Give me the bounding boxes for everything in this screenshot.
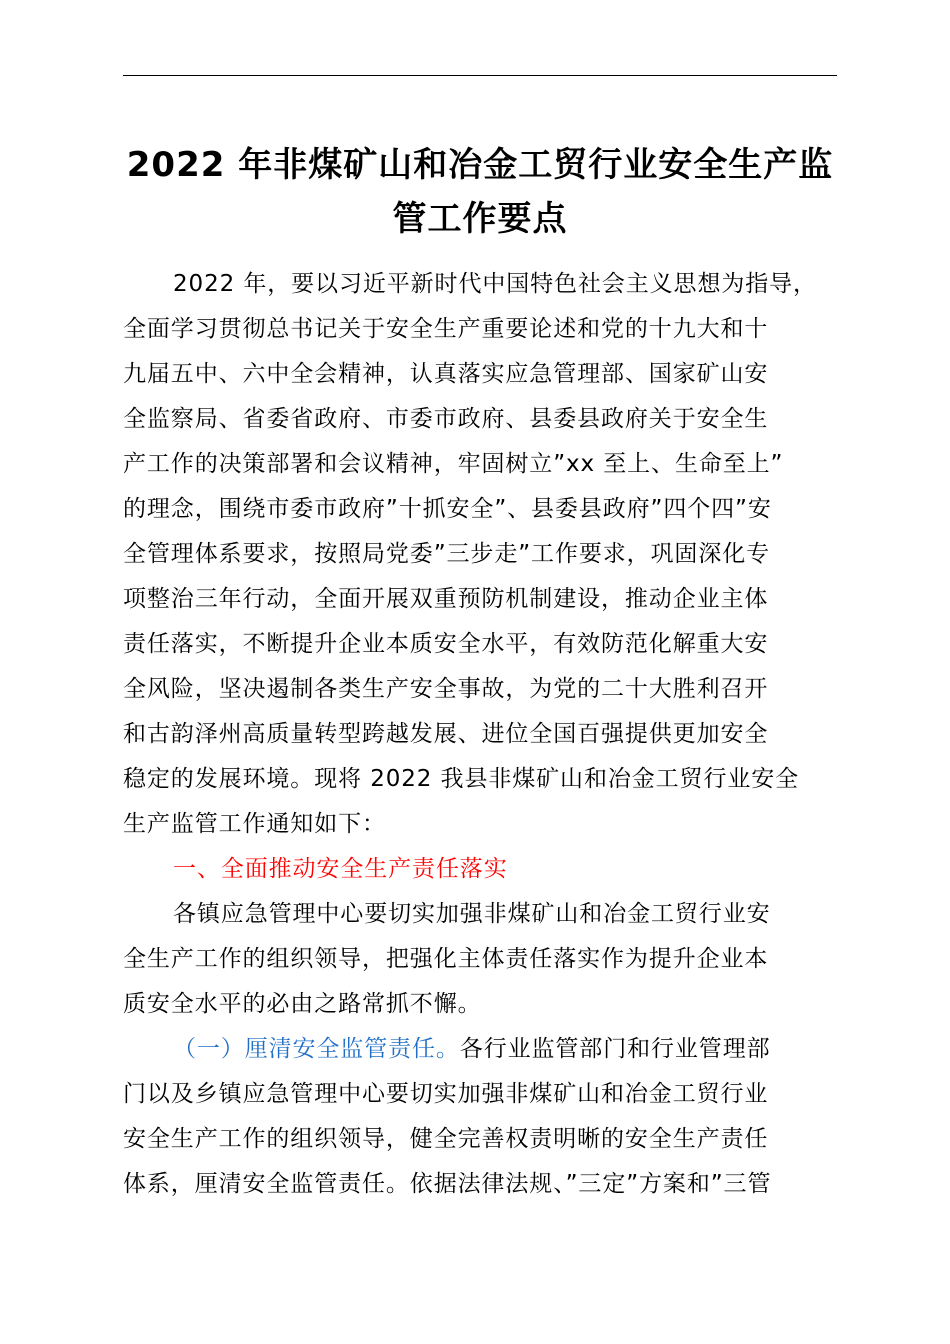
paragraph-line: 九届五中、六中全会精神，认真落实应急管理部、国家矿山安 [123, 361, 769, 387]
paragraph-line: 稳定的发展环境。现将 2022 我县非煤矿山和冶金工贸行业安全 [123, 766, 800, 792]
section-heading: 一、全面推动安全生产责任落实 [173, 856, 508, 882]
paragraph-line: 生产监管工作通知如下： [123, 811, 386, 837]
header-rule [123, 75, 837, 76]
subsection-first-line [123, 1027, 843, 1072]
paragraph-line: 体系，厘清安全监管责任。依据法律法规、”三定”方案和”三管 [123, 1171, 772, 1197]
paragraph-line: 质安全水平的必由之路常抓不懈。 [123, 991, 482, 1017]
document-body [123, 262, 843, 1207]
subsection-first-line-text: 各行业监管部门和行业管理部 [459, 1036, 771, 1062]
paragraph-line: 责任落实，不断提升企业本质安全水平，有效防范化解重大安 [123, 631, 769, 657]
paragraph-line: 全面学习贯彻总书记关于安全生产重要论述和党的十九大和十 [123, 316, 769, 342]
title-line-2: 管工作要点 [392, 199, 568, 239]
paragraph-line: 和古韵泽州高质量转型跨越发展、进位全国百强提供更加安全 [123, 721, 769, 747]
paragraph-line: 项整治三年行动，全面开展双重预防机制建设，推动企业主体 [123, 586, 769, 612]
document-title [100, 138, 860, 246]
paragraph-line: 门以及乡镇应急管理中心要切实加强非煤矿山和冶金工贸行业 [123, 1081, 769, 1107]
subsection-heading: （一）厘清安全监管责任。 [173, 1036, 460, 1062]
paragraph-line: 2022 年，要以习近平新时代中国特色社会主义思想为指导， [173, 271, 817, 297]
paragraph-line: 产工作的决策部署和会议精神，牢固树立”xx 至上、生命至上” [123, 451, 784, 477]
paragraph-line: 的理念，围绕市委市政府”十抓安全”、县委县政府”四个四”安 [123, 496, 772, 522]
paragraph-line: 安全生产工作的组织领导，健全完善权责明晰的安全生产责任 [123, 1126, 769, 1152]
paragraph-line: 全监察局、省委省政府、市委市政府、县委县政府关于安全生 [123, 406, 769, 432]
paragraph-line: 全管理体系要求，按照局党委”三步走”工作要求，巩固深化专 [123, 541, 771, 567]
paragraph-line: 全风险，坚决遏制各类生产安全事故，为党的二十大胜利召开 [123, 676, 769, 702]
paragraph-line: 全生产工作的组织领导，把强化主体责任落实作为提升企业本 [123, 946, 769, 972]
paragraph-line: 各镇应急管理中心要切实加强非煤矿山和冶金工贸行业安 [173, 901, 771, 927]
title-line-1: 2022 年非煤矿山和冶金工贸行业安全生产监 [126, 145, 834, 185]
